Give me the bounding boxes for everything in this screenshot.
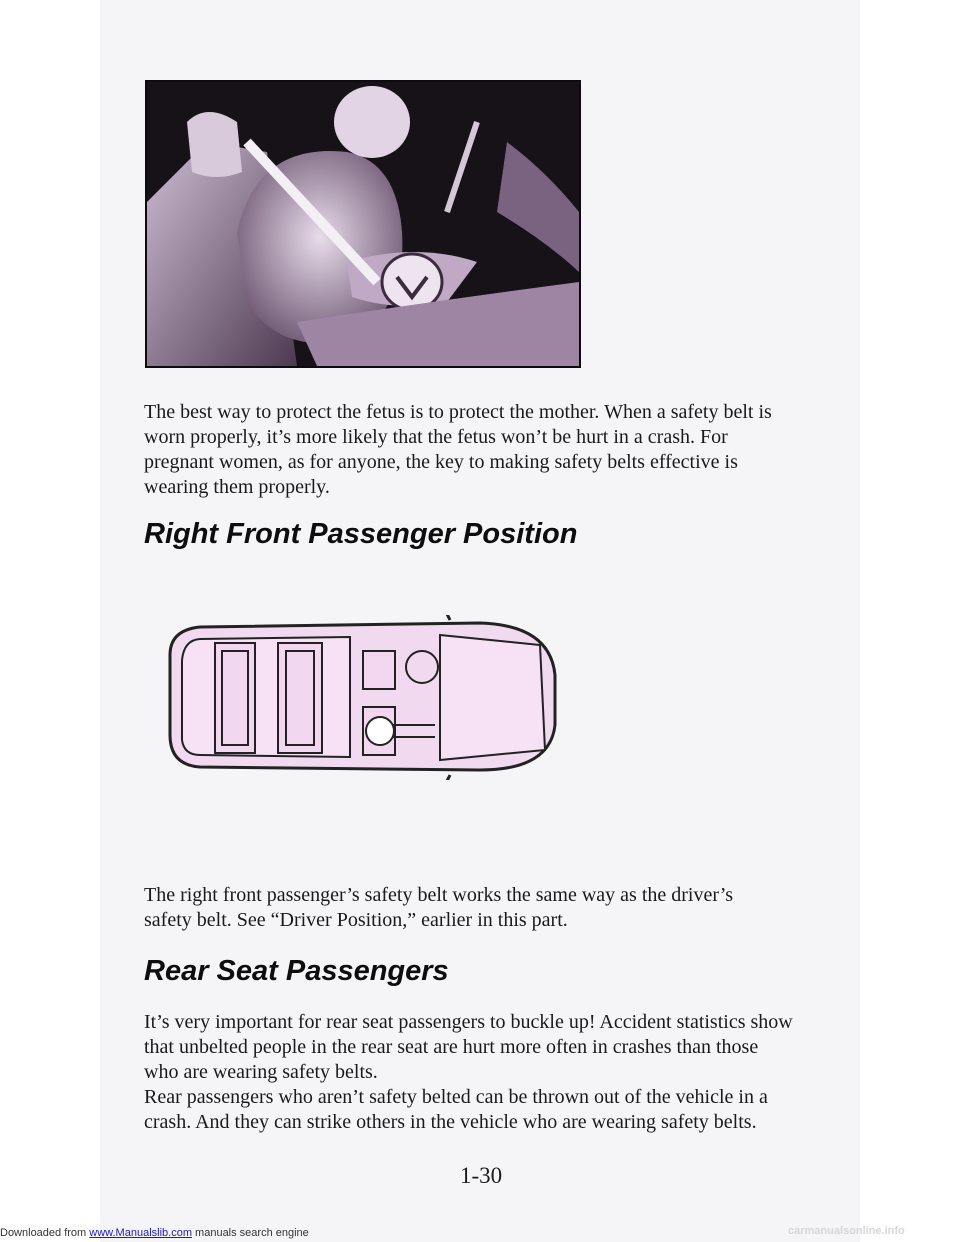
rear-seat-paragraph-1: It’s very important for rear seat passengers to buckle up! Accident statistics show that unbelted people in the rear seat are hurt more often in crashes than those who are wearing safety belts.	[144, 1011, 793, 1083]
manualslib-link[interactable]: www.Manualslib.com	[89, 1227, 192, 1239]
watermark-text: carmanualsonline.info	[788, 1225, 905, 1237]
page-number: 1-30	[460, 1163, 503, 1188]
download-footer	[0, 1227, 309, 1239]
van-seating-diagram	[160, 615, 570, 780]
pregnant-driver-illustration	[145, 80, 581, 368]
right-front-paragraph: The right front passenger’s safety belt works the same way as the driver’s safety belt. See “Driver Position,” earlier in this part.	[144, 884, 734, 931]
footer-suffix: manuals search engine	[195, 1227, 309, 1239]
footer-prefix: Downloaded from	[0, 1227, 87, 1239]
rear-seat-paragraph-2: Rear passengers who aren’t safety belted can be thrown out of the vehicle in a crash. And they can strike others in the vehicle who are wearing safety belts.	[144, 1086, 768, 1133]
section-heading-right-front: Right Front Passenger Position	[144, 518, 578, 550]
section-heading-rear-seat: Rear Seat Passengers	[144, 955, 449, 987]
pregnancy-safety-paragraph: The best way to protect the fetus is to protect the mother. When a safety belt is worn properly, it’s more likely that the fetus won’t be hurt in a crash. For pregnant women, as for anyone, the key to making safety belts effective is wearing them properly.	[144, 401, 772, 498]
